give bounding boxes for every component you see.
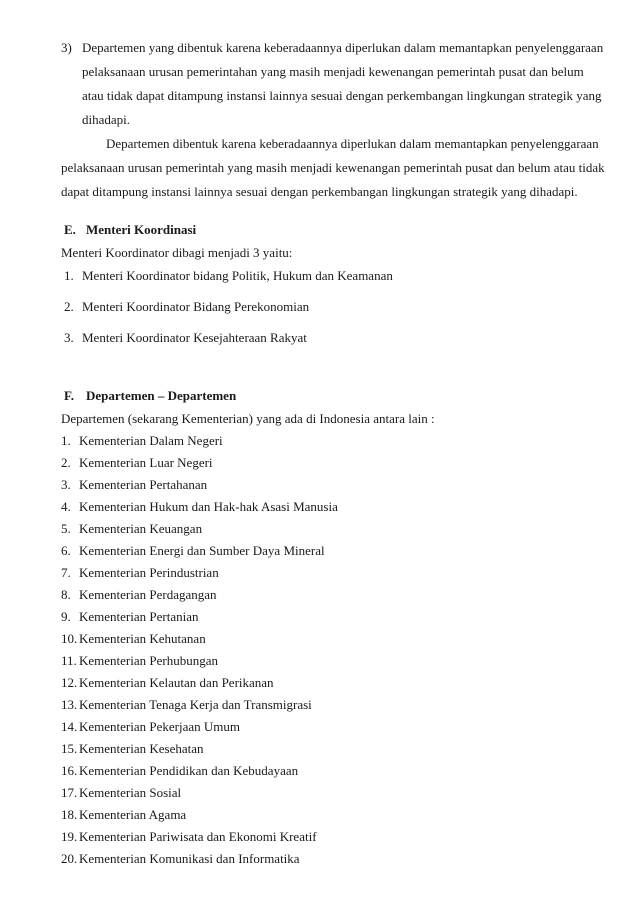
section-e-item-1-num: 1. [64,268,74,283]
section-e-item-2-num: 2. [64,299,74,314]
ministry-item-num: 10. [61,631,78,646]
ministry-item: Kementerian Luar Negeri [79,455,213,470]
ministry-item-num: 11. [61,653,77,668]
ministry-item-num: 7. [61,565,71,580]
section-f-letter: F. [64,388,74,403]
point-3-line-4: dihadapi. [82,112,131,127]
ministry-item-num: 9. [61,609,71,624]
section-f-heading: Departemen – Departemen [86,388,237,403]
ministry-item-num: 3. [61,477,71,492]
ministry-item-num: 18. [61,807,78,822]
section-e-intro: Menteri Koordinator dibagi menjadi 3 yaitu: [61,245,293,260]
ministry-item: Kementerian Hukum dan Hak-hak Asasi Manusia [79,499,338,514]
ministry-item-num: 12. [61,675,78,690]
paragraph-line-2: pelaksanaan urusan pemerintah yang masih menjadi kewenangan pemerintah pusat dan belum atau tidak [61,160,605,175]
ministry-item: Kementerian Keuangan [79,521,203,536]
ministry-item-num: 5. [61,521,71,536]
ministry-item-num: 15. [61,741,78,756]
ministry-item-num: 13. [61,697,78,712]
section-f-intro: Departemen (sekarang Kementerian) yang ada di Indonesia antara lain : [61,411,435,426]
ministry-item-num: 17. [61,785,78,800]
ministry-item: Kementerian Pertanian [79,609,199,624]
ministry-item: Kementerian Pertahanan [79,477,208,492]
point-3-line-3: atau tidak dapat ditampung instansi lainnya sesuai dengan perkembangan lingkungan strategik yang [82,88,602,103]
ministry-item-num: 20. [61,851,78,866]
ministry-item: Kementerian Tenaga Kerja dan Transmigrasi [79,697,312,712]
section-e-item-1: Menteri Koordinator bidang Politik, Hukum dan Keamanan [82,268,393,283]
ministry-item-num: 1. [61,433,71,448]
ministry-item: Kementerian Perdagangan [79,587,217,602]
section-e-heading: Menteri Koordinasi [86,222,197,237]
section-e-letter: E. [64,222,76,237]
paragraph-line-3: dapat ditampung instansi lainnya sesuai dengan perkembangan lingkungan strategik yang dihadapi. [61,184,578,199]
ministry-item: Kementerian Kesehatan [79,741,204,756]
ministry-item: Kementerian Agama [79,807,187,822]
ministry-item: Kementerian Dalam Negeri [79,433,223,448]
ministry-item-num: 19. [61,829,78,844]
paragraph-line-1: Departemen dibentuk karena keberadaannya diperlukan dalam memantapkan penyelenggaraan [106,136,599,151]
ministry-item: Kementerian Komunikasi dan Informatika [79,851,300,866]
ministry-item: Kementerian Pekerjaan Umum [79,719,240,734]
ministry-item-num: 2. [61,455,71,470]
ministry-item-num: 14. [61,719,78,734]
point-3-number: 3) [61,40,72,55]
ministry-item: Kementerian Pariwisata dan Ekonomi Kreatif [79,829,317,844]
ministry-item: Kementerian Sosial [79,785,182,800]
ministry-item-num: 16. [61,763,78,778]
ministry-item-num: 8. [61,587,71,602]
point-3-line-2: pelaksanaan urusan pemerintahan yang masih menjadi kewenangan pemerintah pusat dan belum [82,64,584,79]
ministry-item: Kementerian Pendidikan dan Kebudayaan [79,763,299,778]
ministry-item-num: 4. [61,499,71,514]
section-e-item-2: Menteri Koordinator Bidang Perekonomian [82,299,310,314]
section-e-item-3-num: 3. [64,330,74,345]
ministry-item-num: 6. [61,543,71,558]
ministry-item: Kementerian Energi dan Sumber Daya Mineral [79,543,325,558]
ministry-item: Kementerian Kelautan dan Perikanan [79,675,274,690]
point-3-line-1: Departemen yang dibentuk karena keberadaannya diperlukan dalam memantapkan penyelenggaraan [82,40,604,55]
section-e-item-3: Menteri Koordinator Kesejahteraan Rakyat [82,330,307,345]
ministry-item: Kementerian Perindustrian [79,565,219,580]
ministry-item: Kementerian Perhubungan [79,653,218,668]
ministry-item: Kementerian Kehutanan [79,631,206,646]
